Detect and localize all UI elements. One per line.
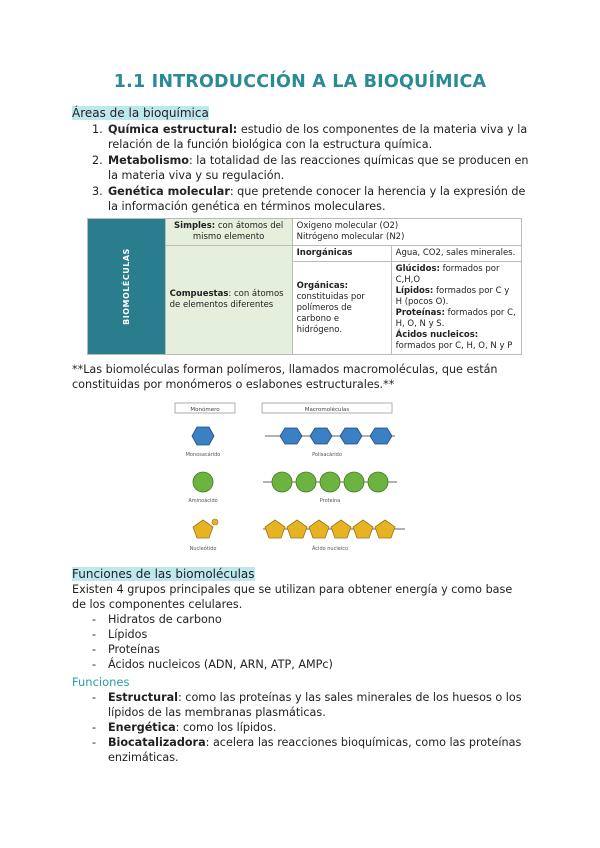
- polysaccharide-unit: [280, 428, 302, 444]
- functions-list: [92, 690, 532, 765]
- list-item: - Estructural: como las proteínas y las sales minerales de los huesos o los lípidos de las membranas plasmáticas.: [92, 691, 522, 719]
- simples-examples: Oxigeno molecular (O2) Nitrógeno molecular (N2): [292, 219, 521, 246]
- monomer-diagram: [160, 398, 450, 560]
- page-title: 1.1 INTRODUCCIÓN A LA BIOQUÍMICA: [113, 72, 487, 92]
- compuestas-cell: Compuestas: con átomos de elementos diferentes: [165, 246, 292, 355]
- list-item: - Proteínas: [92, 643, 160, 656]
- simples-cell: Simples: con átomos del mismo elemento: [165, 219, 292, 246]
- monomer-label: Aminoácido: [188, 498, 218, 504]
- list-item: - Energética: como los lípidos.: [92, 721, 277, 734]
- functions-intro: Existen 4 grupos principales que se utilizan para obtener energía y como base de los componentes celulares.: [72, 583, 513, 611]
- nucleic-acid-unit: [353, 520, 373, 538]
- list-item: 1. Química estructural: estudio de los componentes de la materia viva y la relación de la función biológica con la estructura química.: [92, 123, 528, 151]
- polymer-label: Proteína: [319, 498, 341, 504]
- monomer-label: Monosacárido: [185, 452, 221, 458]
- nucleic-acid-unit: [331, 520, 351, 538]
- organicas-list: Glúcidos: formados por C,H,O Lípidos: formados por C y H (pocos O). Proteínas: formados por C, H, O, N y S. Ácidos nucleicos: formados por C, H, O, N y P: [391, 262, 521, 355]
- polysaccharide-unit: [340, 428, 362, 444]
- areas-heading: Áreas de la bioquímica: [72, 106, 209, 120]
- nucleic-acid-unit: [375, 520, 395, 538]
- list-item: - Ácidos nucleicos (ADN, ARN, ATP, AMPc): [92, 658, 333, 671]
- biomolecule-groups-list: [92, 612, 532, 672]
- inorganicas-examples: Agua, CO2, sales minerales.: [391, 246, 521, 262]
- amino-acid-icon: [193, 472, 213, 492]
- protein-unit: [344, 472, 364, 492]
- list-item: 3. Genética molecular: que pretende conocer la herencia y la expresión de la información genética en términos moleculares.: [92, 185, 526, 213]
- functions-subheading: Funciones: [72, 675, 130, 689]
- polymer-label: Ácido nucleico: [311, 546, 349, 552]
- polymer-note: **Las biomoléculas forman polímeros, llamados macromoléculas, que están constituidas por monómeros o eslabones estructurales.**: [72, 363, 498, 391]
- list-item: - Biocatalizadora: acelera las reacciones bioquímicas, como las proteínas enzimáticas.: [92, 736, 522, 764]
- functions-biomolecules-heading: Funciones de las biomoléculas: [72, 567, 255, 581]
- protein-unit: [272, 472, 292, 492]
- polysaccharide-unit: [370, 428, 392, 444]
- biomolecules-table: [87, 218, 522, 355]
- macro-header: Macromoléculas: [304, 407, 350, 413]
- nucleic-acid-unit: [309, 520, 329, 538]
- table-side-label: BIOMOLÉCULAS: [88, 219, 166, 355]
- list-item: - Hidratos de carbono: [92, 613, 222, 626]
- list-item: - Lípidos: [92, 628, 148, 641]
- polymer-label: Polisacárido: [312, 452, 342, 458]
- areas-list: [92, 122, 532, 215]
- polysaccharide-unit: [310, 428, 332, 444]
- list-item: 2. Metabolismo: la totalidad de las reacciones químicas que se producen en la materia viva y su regulación.: [92, 154, 529, 182]
- inorganicas-label: Inorgánicas: [292, 246, 391, 262]
- nucleotide-icon: [193, 520, 213, 538]
- organicas-cell: Orgánicas: constituidas por polímeros de carbono e hidrógeno.: [292, 262, 391, 355]
- monomer-label: Nucleótido: [189, 546, 217, 552]
- protein-unit: [320, 472, 340, 492]
- nucleic-acid-unit: [287, 520, 307, 538]
- monosaccharide-icon: [192, 427, 214, 445]
- nucleotide-phosphate: [212, 519, 218, 525]
- nucleic-acid-unit: [265, 520, 285, 538]
- protein-unit: [368, 472, 388, 492]
- monomer-header: Monómero: [190, 407, 220, 413]
- protein-unit: [296, 472, 316, 492]
